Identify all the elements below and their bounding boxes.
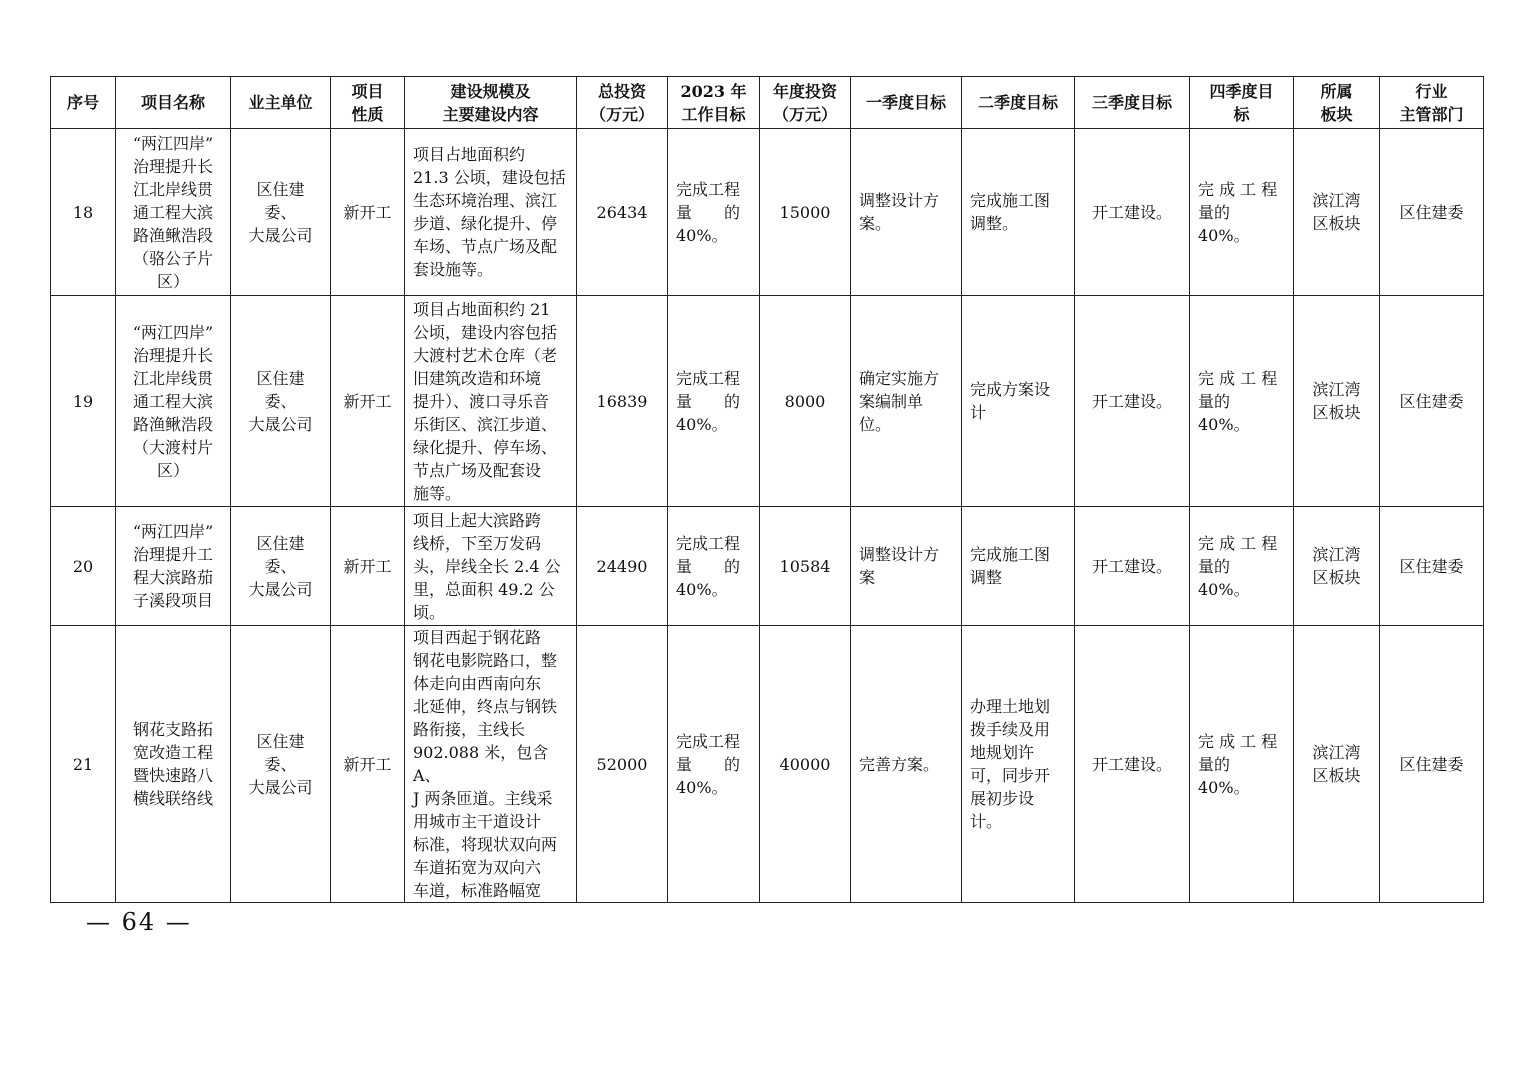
row-sector: 滨江湾 区板块: [1294, 507, 1380, 626]
row-q1: 确定实施方 案编制单 位。: [851, 296, 962, 507]
row-q3: 开工建设。: [1075, 129, 1190, 296]
header-name: 项目名称: [116, 77, 231, 129]
row-content: 项目占地面积约 21.3 公顷，建设包括 生态环境治理、滨江 步道、绿化提升、停 车场、节点广场及配 套设施等。: [405, 129, 577, 296]
table-row: [51, 626, 1484, 903]
row-goal: 完成工程 量 的 40%。: [668, 129, 760, 296]
header-content: 建设规模及 主要建设内容: [405, 77, 577, 129]
row-q4: 完 成 工 程 量的 40%。: [1190, 129, 1294, 296]
row-project-name: “两江四岸” 治理提升工 程大滨路茄 子溪段项目: [116, 507, 231, 626]
header-q4: 四季度目 标: [1190, 77, 1294, 129]
row-owner: 区住建 委、 大晟公司: [231, 507, 331, 626]
row-total-investment: 52000: [577, 626, 668, 903]
row-q4: 完 成 工 程 量的 40%。: [1190, 626, 1294, 903]
row-owner: 区住建 委、 大晟公司: [231, 129, 331, 296]
row-owner: 区住建 委、 大晟公司: [231, 626, 331, 903]
row-dept: 区住建委: [1380, 626, 1484, 903]
row-total-investment: 16839: [577, 296, 668, 507]
row-content: 项目占地面积约 21 公顷，建设内容包括 大渡村艺术仓库（老 旧建筑改造和环境 提升）、渡口寻乐音 乐街区、滨江步道、 绿化提升、停车场、 节点广场及配套设 施等。: [405, 296, 577, 507]
row-no: 19: [51, 296, 116, 507]
row-q3: 开工建设。: [1075, 626, 1190, 903]
row-q1: 调整设计方 案。: [851, 129, 962, 296]
header-no: 序号: [51, 77, 116, 129]
project-table: [50, 76, 1484, 903]
row-goal: 完成工程 量 的 40%。: [668, 507, 760, 626]
header-q2: 二季度目标: [962, 77, 1075, 129]
row-nature: 新开工: [331, 129, 405, 296]
row-no: 20: [51, 507, 116, 626]
row-project-name: “两江四岸” 治理提升长 江北岸线贯 通工程大滨 路渔鳅浩段 （骆公子片 区）: [116, 129, 231, 296]
row-nature: 新开工: [331, 296, 405, 507]
row-sector: 滨江湾 区板块: [1294, 296, 1380, 507]
row-nature: 新开工: [331, 626, 405, 903]
row-nature: 新开工: [331, 507, 405, 626]
header-goal: 2023 年 工作目标: [668, 77, 760, 129]
row-q3: 开工建设。: [1075, 507, 1190, 626]
row-project-name: “两江四岸” 治理提升长 江北岸线贯 通工程大滨 路渔鳅浩段 （大渡村片 区）: [116, 296, 231, 507]
row-total-investment: 24490: [577, 507, 668, 626]
row-content: 项目西起于钢花路 钢花电影院路口，整 体走向由西南向东 北延伸，终点与钢铁 路衔接，主线长 902.088 米，包含 A、 J 两条匝道。主线采 用城市主干道设计 标准，将现状双向两 车道拓宽为双向六 车道，标准路幅宽: [405, 626, 577, 903]
header-owner: 业主单位: [231, 77, 331, 129]
row-q1: 完善方案。: [851, 626, 962, 903]
row-dept: 区住建委: [1380, 507, 1484, 626]
row-q4: 完 成 工 程 量的 40%。: [1190, 296, 1294, 507]
row-annual-investment: 10584: [760, 507, 851, 626]
page-number: — 64 —: [86, 908, 192, 936]
header-nature: 项目 性质: [331, 77, 405, 129]
header-dept: 行业 主管部门: [1380, 77, 1484, 129]
row-dept: 区住建委: [1380, 296, 1484, 507]
row-q4: 完 成 工 程 量的 40%。: [1190, 507, 1294, 626]
table-row: [51, 296, 1484, 507]
header-sector: 所属 板块: [1294, 77, 1380, 129]
header-q3: 三季度目标: [1075, 77, 1190, 129]
row-content: 项目上起大滨路跨 线桥，下至万发码 头，岸线全长 2.4 公 里，总面积 49.2 公 顷。: [405, 507, 577, 626]
row-q2: 完成施工图 调整: [962, 507, 1075, 626]
header-annual: 年度投资 （万元）: [760, 77, 851, 129]
row-annual-investment: 40000: [760, 626, 851, 903]
header-total: 总投资 （万元）: [577, 77, 668, 129]
header-row: [51, 77, 1484, 129]
row-goal: 完成工程 量 的 40%。: [668, 626, 760, 903]
row-owner: 区住建 委、 大晟公司: [231, 296, 331, 507]
row-q2: 办理土地划 拨手续及用 地规划许 可，同步开 展初步设 计。: [962, 626, 1075, 903]
row-q1: 调整设计方 案: [851, 507, 962, 626]
row-total-investment: 26434: [577, 129, 668, 296]
row-q2: 完成方案设 计: [962, 296, 1075, 507]
row-q3: 开工建设。: [1075, 296, 1190, 507]
row-dept: 区住建委: [1380, 129, 1484, 296]
header-q1: 一季度目标: [851, 77, 962, 129]
table-row: [51, 507, 1484, 626]
row-annual-investment: 8000: [760, 296, 851, 507]
row-annual-investment: 15000: [760, 129, 851, 296]
row-q2: 完成施工图 调整。: [962, 129, 1075, 296]
row-sector: 滨江湾 区板块: [1294, 626, 1380, 903]
row-project-name: 钢花支路拓 宽改造工程 暨快速路八 横线联络线: [116, 626, 231, 903]
row-no: 18: [51, 129, 116, 296]
table-row: [51, 129, 1484, 296]
row-sector: 滨江湾 区板块: [1294, 129, 1380, 296]
row-goal: 完成工程 量 的 40%。: [668, 296, 760, 507]
row-no: 21: [51, 626, 116, 903]
